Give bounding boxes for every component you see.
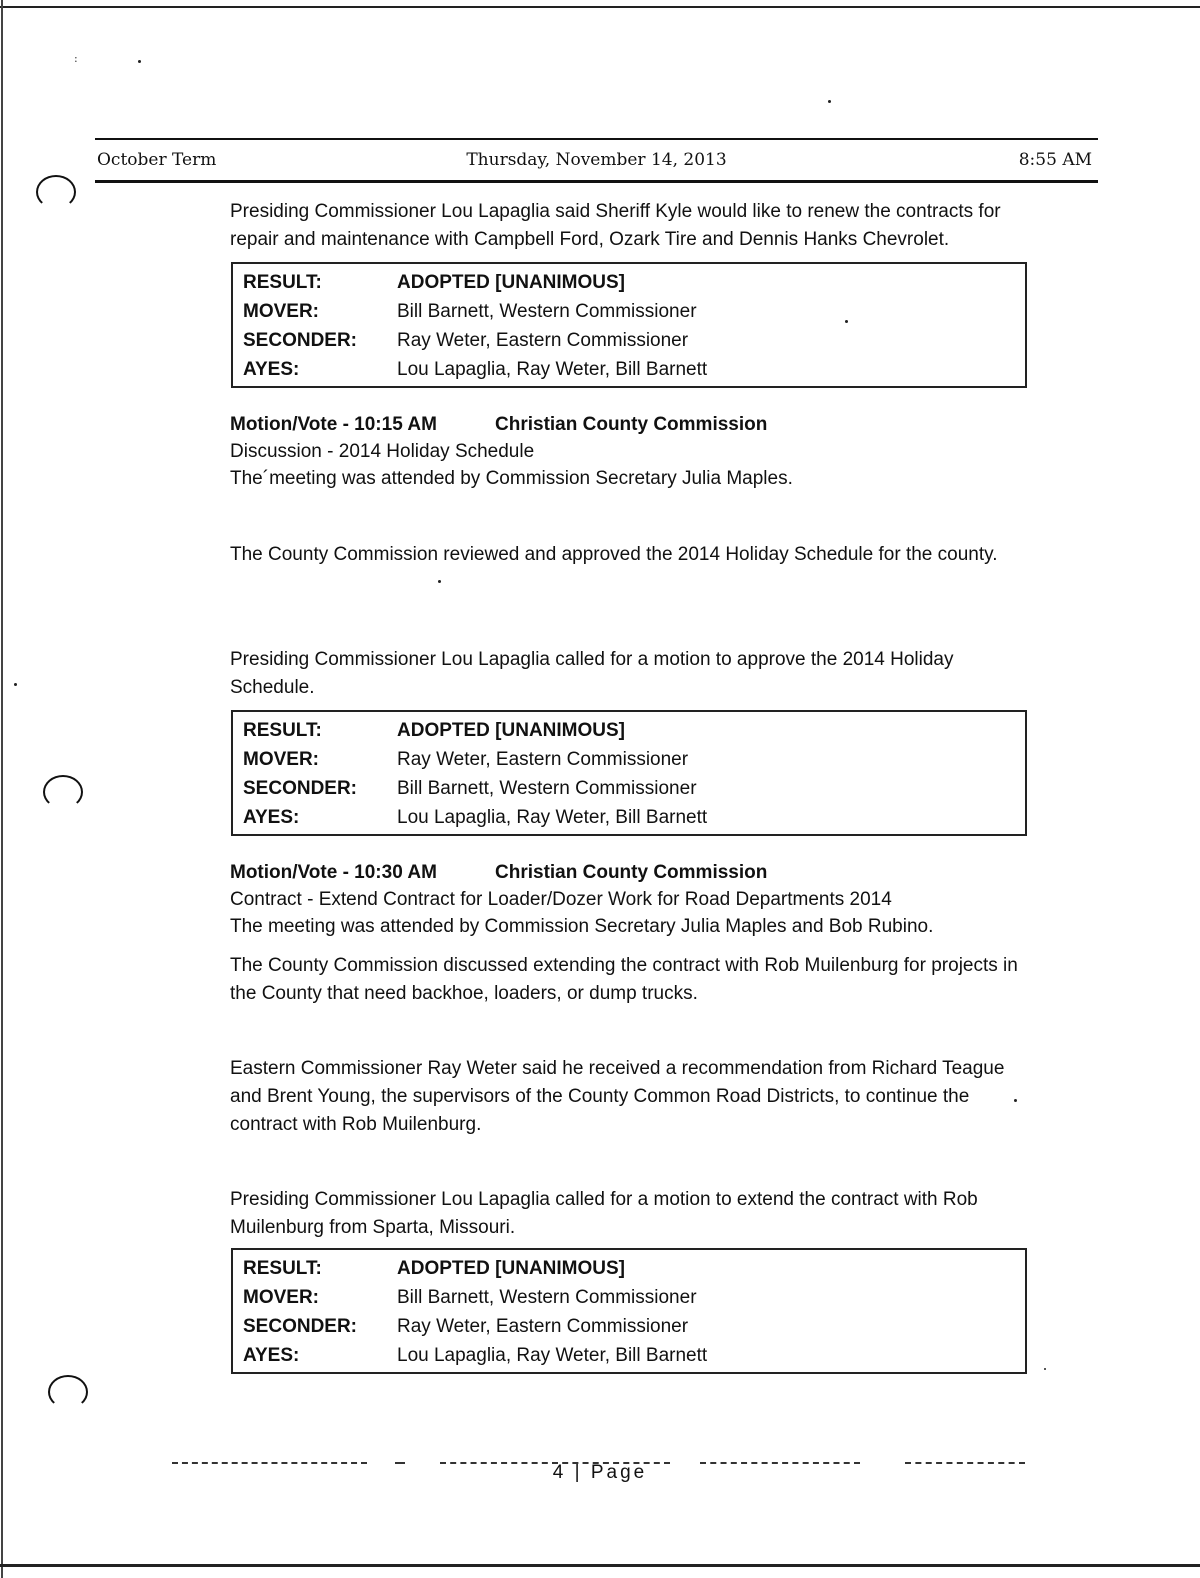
seconder-value: Bill Barnett, Western Commissioner <box>397 778 697 799</box>
mover-label: MOVER: <box>243 1287 319 1308</box>
seconder-label: SECONDER: <box>243 1316 358 1337</box>
vote-table <box>231 262 1027 388</box>
vote-table <box>231 1248 1027 1374</box>
motion-paragraph: The County Commission discussed extending the contract with Rob Muilenburg for projects in the County that need backhoe, loaders, or dump trucks. <box>230 955 1018 1004</box>
result-value: ADOPTED [UNANIMOUS] <box>397 272 625 293</box>
header-rule-top <box>95 138 1098 140</box>
header-time: 8:55 AM <box>1018 150 1092 170</box>
vote-row-seconder <box>233 774 1025 803</box>
motion-attendance: The´meeting was attended by Commission Secretary Julia Maples. <box>230 468 793 489</box>
motion-time: Motion/Vote - 10:30 AM <box>230 862 437 883</box>
motion-body: Christian County Commission <box>495 414 768 435</box>
ayes-label: AYES: <box>243 1345 300 1366</box>
seconder-value: Ray Weter, Eastern Commissioner <box>397 1316 689 1337</box>
punch-hole-icon <box>36 175 76 209</box>
vote-table <box>231 710 1027 836</box>
motion-paragraph: The County Commission reviewed and approved the 2014 Holiday Schedule for the county. <box>230 544 998 565</box>
motion-time: Motion/Vote - 10:15 AM <box>230 414 437 435</box>
header-term: October Term <box>97 150 217 170</box>
scan-speck <box>14 683 17 686</box>
scan-edge-bottom <box>0 1564 1200 1567</box>
vote-row-mover <box>233 745 1025 774</box>
result-label: RESULT: <box>243 272 322 293</box>
motion-subject: Contract - Extend Contract for Loader/Dozer Work for Road Departments 2014 <box>230 889 892 910</box>
motion-heading <box>230 411 767 439</box>
scan-edge-left <box>1 0 3 1578</box>
header-rule-bottom <box>95 180 1098 183</box>
motion-paragraph: Presiding Commissioner Lou Lapaglia called for a motion to extend the contract with Rob Muilenburg from Sparta, Missouri. <box>230 1189 978 1238</box>
punch-hole-icon <box>43 775 83 809</box>
ayes-value: Lou Lapaglia, Ray Weter, Bill Barnett <box>397 807 708 828</box>
header-date: Thursday, November 14, 2013 <box>466 150 727 170</box>
intro-paragraph: Presiding Commissioner Lou Lapaglia said Sheriff Kyle would like to renew the contracts for repair and maintenance with Campbell Ford, Ozark Tire and Dennis Hanks Chevrolet. <box>230 201 1001 250</box>
scan-speck <box>138 60 141 63</box>
motion-body: Christian County Commission <box>495 862 768 883</box>
vote-row-seconder <box>233 1312 1025 1341</box>
vote-row-seconder <box>233 326 1025 355</box>
result-value: ADOPTED [UNANIMOUS] <box>397 720 625 741</box>
seconder-label: SECONDER: <box>243 330 358 351</box>
scan-edge-top <box>0 6 1200 8</box>
mover-value: Ray Weter, Eastern Commissioner <box>397 749 689 770</box>
punch-hole-icon <box>48 1375 88 1409</box>
scan-speck <box>438 580 441 583</box>
seconder-value: Ray Weter, Eastern Commissioner <box>397 330 689 351</box>
mover-label: MOVER: <box>243 301 319 322</box>
mover-value: Bill Barnett, Western Commissioner <box>397 1287 697 1308</box>
motion-paragraph: Eastern Commissioner Ray Weter said he received a recommendation from Richard Teague and Brent Young, the supervisors of the County Common Road Districts, to continue the contract with Rob Muilenburg. <box>230 1058 1005 1135</box>
result-label: RESULT: <box>243 1258 322 1279</box>
motion-attendance: The meeting was attended by Commission Secretary Julia Maples and Bob Rubino. <box>230 916 934 937</box>
motion-subject: Discussion - 2014 Holiday Schedule <box>230 441 535 462</box>
vote-row-result <box>233 1254 1025 1283</box>
ayes-label: AYES: <box>243 359 300 380</box>
vote-row-ayes <box>233 803 1025 832</box>
ayes-label: AYES: <box>243 807 300 828</box>
ayes-value: Lou Lapaglia, Ray Weter, Bill Barnett <box>397 1345 708 1366</box>
result-label: RESULT: <box>243 720 322 741</box>
vote-row-ayes <box>233 355 1025 384</box>
vote-row-mover <box>233 297 1025 326</box>
vote-row-ayes <box>233 1341 1025 1370</box>
vote-row-result <box>233 268 1025 297</box>
scan-speck <box>1014 1099 1017 1102</box>
scan-speck <box>828 100 831 103</box>
result-value: ADOPTED [UNANIMOUS] <box>397 1258 625 1279</box>
page-header <box>97 150 1096 174</box>
scan-artifact-mark: : <box>74 52 78 65</box>
vote-row-result <box>233 716 1025 745</box>
vote-row-mover <box>233 1283 1025 1312</box>
ayes-value: Lou Lapaglia, Ray Weter, Bill Barnett <box>397 359 708 380</box>
mover-value: Bill Barnett, Western Commissioner <box>397 301 697 322</box>
motion-paragraph: Presiding Commissioner Lou Lapaglia called for a motion to approve the 2014 Holiday Schedule. <box>230 649 954 698</box>
motion-heading <box>230 859 767 887</box>
mover-label: MOVER: <box>243 749 319 770</box>
scan-speck <box>845 320 848 323</box>
page-number: 4 | Page <box>552 1462 648 1483</box>
scan-speck <box>1044 1368 1046 1370</box>
seconder-label: SECONDER: <box>243 778 358 799</box>
